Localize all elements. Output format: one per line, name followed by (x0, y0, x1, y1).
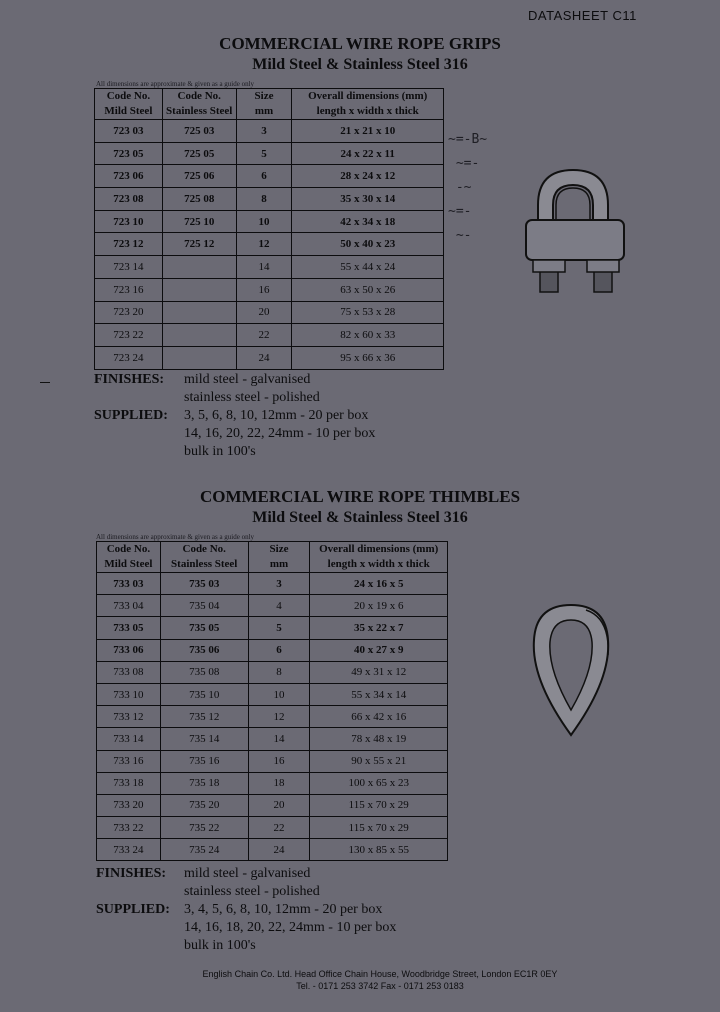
table-cell: 723 20 (95, 301, 163, 324)
table-cell: 735 16 (160, 750, 248, 772)
table-cell: 14 (248, 728, 310, 750)
column-header: Overall dimensions (mm) length x width x thick (310, 542, 448, 573)
table-cell: 723 08 (95, 188, 163, 211)
table-row (97, 683, 448, 705)
table-cell: 6 (248, 639, 310, 661)
table-cell: 6 (236, 165, 292, 188)
table-cell: 75 x 53 x 28 (292, 301, 444, 324)
table-cell: 66 x 42 x 16 (310, 706, 448, 728)
table-row (95, 346, 444, 369)
margin-dash (40, 382, 50, 383)
table-row (95, 324, 444, 347)
table-cell: 49 x 31 x 12 (310, 661, 448, 683)
table-row (97, 817, 448, 839)
table-cell: 725 06 (162, 165, 236, 188)
table-cell: 735 20 (160, 794, 248, 816)
table-cell: 24 (248, 839, 310, 861)
finish-stainless: stainless steel - polished (184, 390, 320, 405)
table-cell: 21 x 21 x 10 (292, 120, 444, 143)
table-cell: 20 (248, 794, 310, 816)
table-cell: 735 18 (160, 772, 248, 794)
table-cell: 3 (236, 120, 292, 143)
table-row (97, 639, 448, 661)
supplied-line-3: bulk in 100's (184, 938, 256, 953)
grips-finishes (94, 371, 375, 461)
table-row (95, 120, 444, 143)
table-cell: 35 x 22 x 7 (310, 617, 448, 639)
table-cell: 12 (236, 233, 292, 256)
table-row (95, 301, 444, 324)
table-cell: 63 x 50 x 26 (292, 278, 444, 301)
table-cell: 733 05 (97, 617, 161, 639)
table-cell: 82 x 60 x 33 (292, 324, 444, 347)
supplied-label: SUPPLIED: (94, 408, 168, 423)
supplied-line-2: 14, 16, 18, 20, 22, 24mm - 10 per box (184, 920, 397, 935)
table-cell: 24 (236, 346, 292, 369)
table-cell: 12 (248, 706, 310, 728)
supplied-label: SUPPLIED: (96, 902, 170, 917)
column-header: Code No. Stainless Steel (160, 542, 248, 573)
table-cell: 95 x 66 x 36 (292, 346, 444, 369)
table-cell: 733 08 (97, 661, 161, 683)
table-row (95, 188, 444, 211)
finishes-label: FINISHES: (96, 866, 167, 881)
table-cell: 735 22 (160, 817, 248, 839)
table-cell: 5 (248, 617, 310, 639)
table-cell: 733 04 (97, 595, 161, 617)
table-cell: 735 04 (160, 595, 248, 617)
grips-title: COMMERCIAL WIRE ROPE GRIPS (219, 34, 501, 53)
table-cell (162, 301, 236, 324)
table-row (97, 595, 448, 617)
table-cell: 735 05 (160, 617, 248, 639)
table-cell: 733 24 (97, 839, 161, 861)
table-cell: 735 10 (160, 683, 248, 705)
table-cell: 733 16 (97, 750, 161, 772)
column-header: Code No. Mild Steel (97, 542, 161, 573)
table-cell: 42 x 34 x 18 (292, 210, 444, 233)
datasheet-label: DATASHEET C11 (528, 8, 637, 23)
table-cell: 725 12 (162, 233, 236, 256)
supplied-line-1: 3, 5, 6, 8, 10, 12mm - 20 per box (184, 408, 369, 423)
thimbles-title: COMMERCIAL WIRE ROPE THIMBLES (199, 487, 521, 506)
column-header: Size mm (248, 542, 310, 573)
finish-stainless: stainless steel - polished (184, 884, 320, 899)
table-cell: 735 24 (160, 839, 248, 861)
table-cell: 100 x 65 x 23 (310, 772, 448, 794)
table-cell: 10 (248, 683, 310, 705)
wire-rope-grip-illustration (518, 160, 648, 300)
table-cell (162, 278, 236, 301)
table-cell: 733 10 (97, 683, 161, 705)
grips-table (94, 88, 444, 370)
table-cell: 733 03 (97, 573, 161, 595)
table-cell: 723 06 (95, 165, 163, 188)
table-cell (162, 324, 236, 347)
table-row (97, 706, 448, 728)
table-cell: 723 24 (95, 346, 163, 369)
table-cell: 723 16 (95, 278, 163, 301)
table-cell: 78 x 48 x 19 (310, 728, 448, 750)
supplied-line-2: 14, 16, 20, 22, 24mm - 10 per box (184, 426, 376, 441)
table-row (95, 256, 444, 279)
grips-note: All dimensions are approximate & given as a guide only (96, 80, 255, 88)
column-header: Size mm (236, 89, 292, 120)
footer-address: English Chain Co. Ltd. Head Office Chain House, Woodbridge Street, London EC1R 0EY (202, 969, 558, 979)
table-cell: 50 x 40 x 23 (292, 233, 444, 256)
table-cell: 725 10 (162, 210, 236, 233)
table-cell: 20 (236, 301, 292, 324)
table-cell: 10 (236, 210, 292, 233)
table-cell: 24 x 22 x 11 (292, 142, 444, 165)
thimbles-note: All dimensions are approximate & given as a guide only (96, 533, 255, 541)
thimbles-table (96, 541, 448, 861)
table-cell: 723 14 (95, 256, 163, 279)
table-cell: 725 03 (162, 120, 236, 143)
table-cell: 735 12 (160, 706, 248, 728)
table-cell: 20 x 19 x 6 (310, 595, 448, 617)
table-row (95, 165, 444, 188)
table-cell (162, 346, 236, 369)
table-cell: 55 x 44 x 24 (292, 256, 444, 279)
table-cell: 725 05 (162, 142, 236, 165)
table-cell: 723 05 (95, 142, 163, 165)
table-cell: 733 06 (97, 639, 161, 661)
table-cell: 22 (248, 817, 310, 839)
table-cell: 723 10 (95, 210, 163, 233)
table-row (97, 728, 448, 750)
table-row (95, 278, 444, 301)
table-row (97, 839, 448, 861)
footer-phone: Tel. - 0171 253 3742 Fax - 0171 253 0183 (296, 981, 464, 991)
table-cell: 14 (236, 256, 292, 279)
table-row (97, 661, 448, 683)
table-cell: 40 x 27 x 9 (310, 639, 448, 661)
supplied-line-3: bulk in 100's (184, 444, 256, 459)
table-cell: 725 08 (162, 188, 236, 211)
table-cell: 733 22 (97, 817, 161, 839)
table-row (97, 772, 448, 794)
table-cell: 723 03 (95, 120, 163, 143)
finish-mild: mild steel - galvanised (184, 866, 311, 881)
table-cell: 22 (236, 324, 292, 347)
finish-mild: mild steel - galvanised (184, 372, 311, 387)
table-cell: 723 22 (95, 324, 163, 347)
table-cell: 733 18 (97, 772, 161, 794)
table-cell (162, 256, 236, 279)
table-row (95, 233, 444, 256)
handwritten-annotation: ~=-B~ ~=- -~ ~=- ~- (448, 132, 488, 243)
table-cell: 24 x 16 x 5 (310, 573, 448, 595)
table-cell: 4 (248, 595, 310, 617)
table-row (97, 573, 448, 595)
table-cell: 735 06 (160, 639, 248, 661)
table-row (97, 750, 448, 772)
finishes-label: FINISHES: (94, 372, 165, 387)
table-cell: 733 12 (97, 706, 161, 728)
table-cell: 130 x 85 x 55 (310, 839, 448, 861)
table-cell: 735 14 (160, 728, 248, 750)
table-cell: 733 14 (97, 728, 161, 750)
table-cell: 90 x 55 x 21 (310, 750, 448, 772)
table-row (97, 617, 448, 639)
thimbles-finishes (96, 865, 396, 955)
table-cell: 16 (248, 750, 310, 772)
table-row (97, 794, 448, 816)
column-header: Code No. Mild Steel (95, 89, 163, 120)
column-header: Code No. Stainless Steel (162, 89, 236, 120)
wire-rope-thimble-illustration (526, 600, 616, 740)
table-cell: 735 03 (160, 573, 248, 595)
table-cell: 8 (236, 188, 292, 211)
table-cell: 8 (248, 661, 310, 683)
table-cell: 16 (236, 278, 292, 301)
grips-subtitle: Mild Steel & Stainless Steel 316 (252, 56, 468, 73)
table-cell: 723 12 (95, 233, 163, 256)
table-cell: 5 (236, 142, 292, 165)
table-cell: 115 x 70 x 29 (310, 794, 448, 816)
column-header: Overall dimensions (mm) length x width x thick (292, 89, 444, 120)
table-row (95, 142, 444, 165)
table-cell: 28 x 24 x 12 (292, 165, 444, 188)
table-cell: 733 20 (97, 794, 161, 816)
table-cell: 35 x 30 x 14 (292, 188, 444, 211)
thimbles-subtitle: Mild Steel & Stainless Steel 316 (252, 509, 468, 526)
table-row (95, 210, 444, 233)
table-cell: 735 08 (160, 661, 248, 683)
table-cell: 3 (248, 573, 310, 595)
table-cell: 115 x 70 x 29 (310, 817, 448, 839)
supplied-line-1: 3, 4, 5, 6, 8, 10, 12mm - 20 per box (184, 902, 383, 917)
table-cell: 18 (248, 772, 310, 794)
table-cell: 55 x 34 x 14 (310, 683, 448, 705)
